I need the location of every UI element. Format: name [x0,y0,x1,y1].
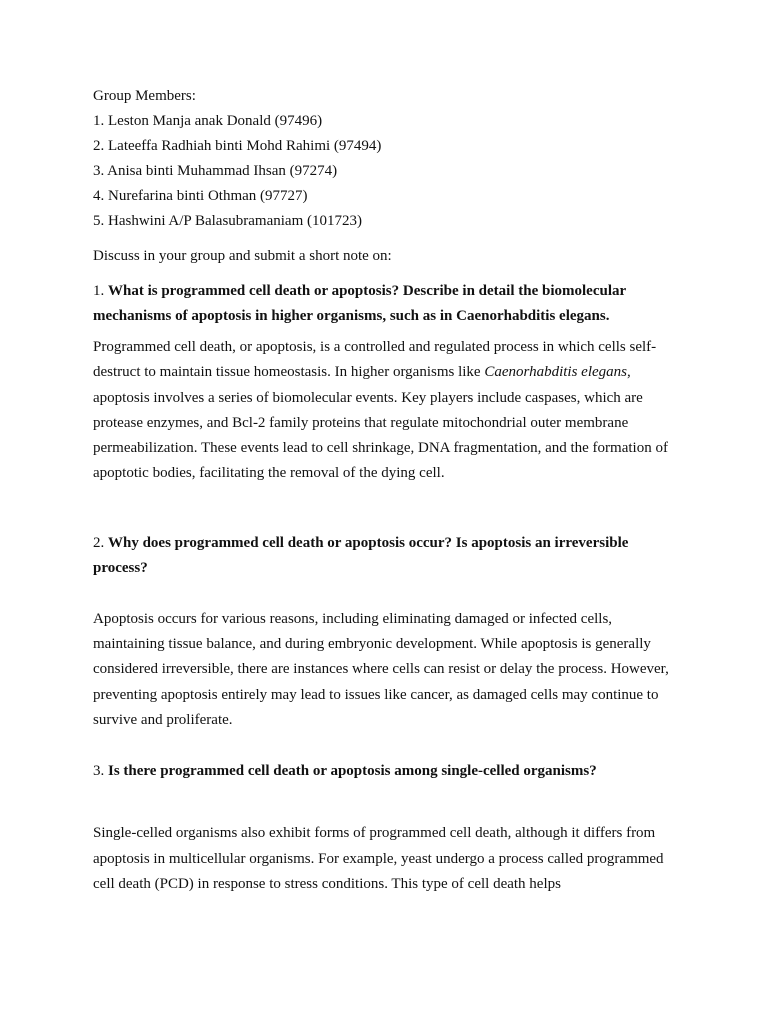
member-item: 5. Hashwini A/P Balasubramaniam (101723) [93,213,362,229]
question-2 [93,531,683,556]
question-1-line-2: mechanisms of apoptosis in higher organisms, such as in Caenorhabditis elegans. [93,308,610,324]
member-item: 4. Nurefarina binti Othman (97727) [93,188,308,204]
member-item: 1. Leston Manja anak Donald (97496) [93,113,323,129]
member-item: 2. Lateeffa Radhiah binti Mohd Rahimi (97494) [93,138,382,154]
answer-3: Single-celled organisms also exhibit forms of programmed cell death, although it differs from apoptosis in multicellular organisms. For example, yeast undergo a process called programmed cell death (PCD) in response to stress conditions. This type of cell death helps [93,825,664,892]
answer-1 [93,335,683,487]
question-2-line-2: process? [93,559,148,576]
question-1 [93,279,683,304]
question-1-cont [93,304,683,329]
question-2-cont [93,556,683,581]
question-3 [93,759,683,784]
question-3-text: Is there programmed cell death or apoptosis among single-celled organisms? [108,763,597,780]
question-2-number: 2. [93,534,108,551]
question-1-line-1: What is programmed cell death or apoptosis? Describe in detail the biomolecular [108,283,627,299]
question-2-line-1: Why does programmed cell death or apoptosis occur? Is apoptosis an irreversible [108,534,629,551]
question-1-number: 1. [93,283,108,299]
answer-1-species: Caenorhabditis elegans [484,364,627,381]
members-heading: Group Members: [93,88,196,104]
answer-1-part-b: , apoptosis involves a series of biomolecular events. Key players include caspases, which are protease enzymes, and Bcl-2 family proteins that regulate mitochondrial outer membrane permeabilization. These events lead to cell shrinkage, DNA fragmentation, and the formation of apoptotic bodies, facilitating the removal of the dying cell. [93,364,668,482]
question-3-number: 3. [93,763,108,780]
answer-1-part-a: Programmed cell death, or apoptosis, is a controlled and regulated process in which cells self-destruct to maintain tissue homeostasis. In higher organisms like [93,339,657,381]
answer-2: Apoptosis occurs for various reasons, including eliminating damaged or infected cells, maintaining tissue balance, and during embryonic development. While apoptosis is generally considered irreversible, there are instances where cells can resist or delay the process. However, preventing apoptosis entirely may lead to issues like cancer, as damaged cells may continue to survive and proliferate. [93,610,669,728]
instruction-text: Discuss in your group and submit a short note on: [93,248,392,264]
member-item: 3. Anisa binti Muhammad Ihsan (97274) [93,163,338,179]
document-content [93,84,683,897]
